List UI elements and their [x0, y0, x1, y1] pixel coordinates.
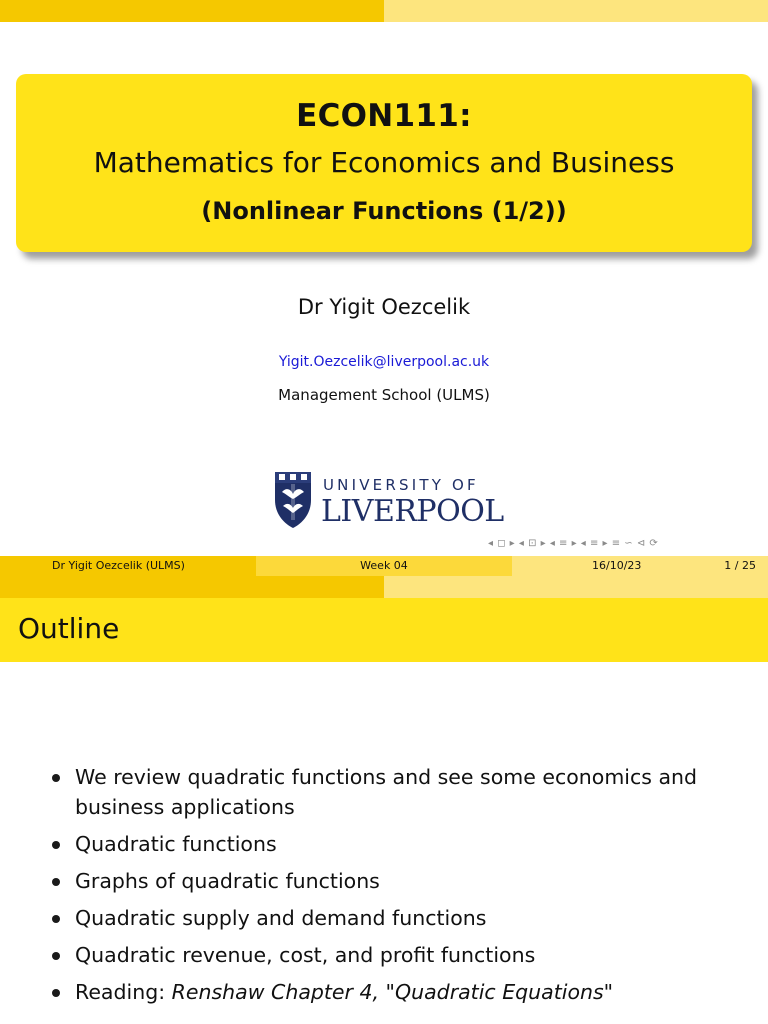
course-title: Mathematics for Economics and Business [93, 146, 675, 179]
author-name: Dr Yigit Oezcelik [297, 295, 471, 319]
beamer-navigation-symbols[interactable]: ◂ ◻ ▸ ◂ ⊡ ▸ ◂ ≡ ▸ ◂ ≡ ▸ ≡ ∽ ⊲ ⟳ [488, 538, 659, 549]
bullet-icon [52, 952, 60, 960]
bullet-icon [52, 774, 60, 782]
footer-author: Dr Yigit Oezcelik (ULMS) [0, 556, 256, 576]
list-item: Quadratic revenue, cost, and profit functions [0, 940, 768, 970]
list-item: Graphs of quadratic functions [0, 866, 768, 896]
top-header-strip [0, 576, 768, 598]
author-email-link[interactable]: Yigit.Oezcelik@liverpool.ac.uk [278, 354, 490, 370]
bullet-icon [52, 915, 60, 923]
frame-title-bar [0, 598, 768, 662]
liverpool-crest-icon [273, 470, 313, 530]
top-header-strip [0, 0, 768, 22]
list-item: Quadratic functions [0, 829, 768, 859]
list-item [0, 977, 768, 1007]
title-box [16, 74, 752, 252]
lecture-topic: (Nonlinear Functions (1/2)) [201, 197, 567, 225]
logo-text-liverpool: LIVERPOOL [321, 494, 504, 529]
footer-bar [0, 556, 768, 576]
reading-reference: Renshaw Chapter 4, "Quadratic Equations" [171, 980, 614, 1004]
bullet-icon [52, 989, 60, 997]
list-item: We review quadratic functions and see some economics and business applications [0, 762, 768, 822]
outline-list [0, 762, 768, 1014]
logo-text-university-of: UNIVERSITY OF [323, 476, 479, 494]
list-item: Quadratic supply and demand functions [0, 903, 768, 933]
bullet-icon [52, 878, 60, 886]
footer-week: Week 04 [256, 556, 512, 576]
institution: Management School (ULMS) [278, 386, 490, 404]
bullet-icon [52, 841, 60, 849]
frame-title: Outline [18, 612, 120, 645]
reading-prefix: Reading: [75, 980, 172, 1004]
footer-page-number: 1 / 25 [724, 559, 756, 572]
footer-date: 16/10/23 [592, 559, 642, 572]
university-logo [273, 470, 503, 532]
course-code: ECON111: [296, 98, 472, 134]
outline-slide [0, 576, 768, 1024]
